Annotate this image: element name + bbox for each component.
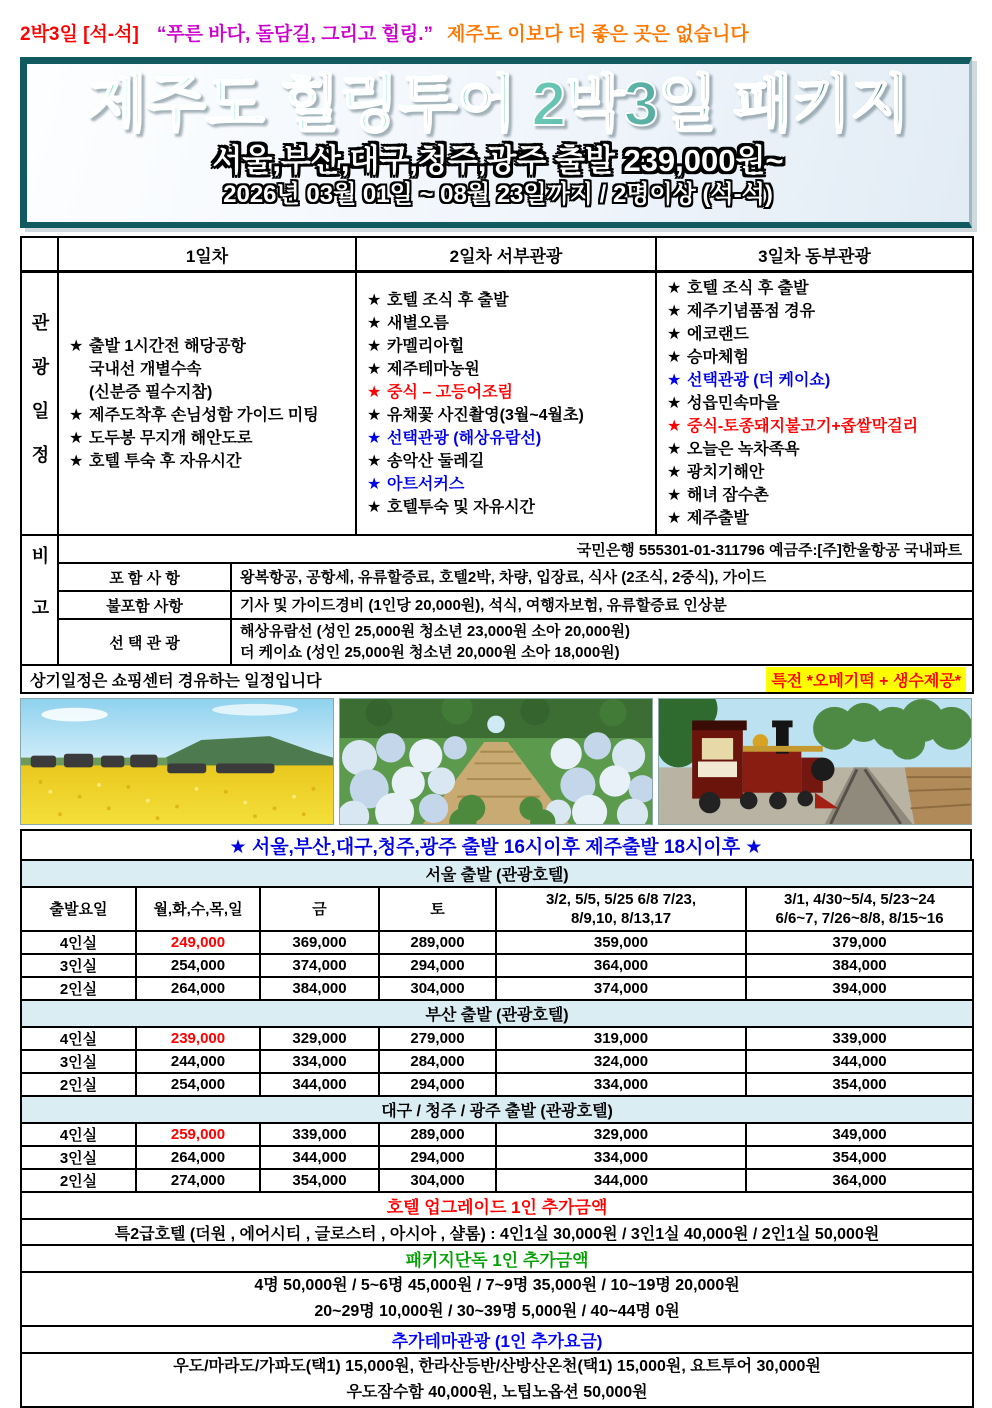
price-column-header-line: 금 <box>312 900 327 918</box>
price-value: 329,000 <box>260 1027 379 1050</box>
star-icon: ★ <box>367 406 382 424</box>
price-column-header <box>379 887 496 931</box>
star-icon: ★ <box>667 464 682 481</box>
hero-subtitle: 서울,부산,대구,청주,광주 출발 239,000원~ <box>212 143 784 178</box>
itinerary-item <box>367 450 651 473</box>
price-value: 289,000 <box>379 931 496 954</box>
price-value: 359,000 <box>496 931 746 954</box>
itinerary-item <box>667 415 968 438</box>
itinerary-item <box>667 484 968 507</box>
room-type-label: 4인실 <box>21 1123 136 1146</box>
price-column-header <box>746 887 973 931</box>
price-value: 304,000 <box>379 977 496 1000</box>
price-column-header-line: 3/1, 4/30~5/4, 5/23~24 <box>784 891 936 908</box>
included-line: 왕복항공, 공항세, 유류할증료, 호텔2박, 차량, 입장료, 식사 (2조식, 2중식), 가이드 <box>240 568 767 586</box>
itinerary-item <box>667 346 968 369</box>
day2-itinerary-cell <box>356 272 656 536</box>
price-value: 324,000 <box>496 1050 746 1073</box>
price-value: 339,000 <box>260 1123 379 1146</box>
day3-itinerary-cell <box>656 272 973 536</box>
itinerary-item-text: 송악산 둘레길 <box>387 452 485 470</box>
not-included-content <box>231 591 973 619</box>
room-type-label: 4인실 <box>21 931 136 954</box>
star-icon: ★ <box>667 418 682 435</box>
star-icon: ★ <box>367 291 382 309</box>
itinerary-item <box>69 404 351 427</box>
price-column-header <box>21 887 136 931</box>
star-icon: ★ <box>367 337 382 355</box>
price-value: 374,000 <box>496 977 746 1000</box>
day1-itinerary-cell <box>58 272 356 536</box>
theme-tour-detail <box>21 1353 973 1407</box>
price-value: 244,000 <box>136 1050 260 1073</box>
not-included-line: 기사 및 가이드경비 (1인당 20,000원), 석식, 여행자보험, 유류할증료 인상분 <box>240 596 727 614</box>
itinerary-item-text: 성읍민속마을 <box>687 395 780 412</box>
itinerary-item <box>367 496 651 519</box>
itinerary-item <box>667 277 968 300</box>
price-value: 319,000 <box>496 1027 746 1050</box>
star-icon: ★ <box>69 452 84 470</box>
room-type-label: 3인실 <box>21 1146 136 1169</box>
itinerary-item <box>367 312 651 335</box>
itinerary-item <box>367 427 651 450</box>
price-value: 369,000 <box>260 931 379 954</box>
price-column-header-line: 8/9,10, 8/13,17 <box>570 910 672 927</box>
star-icon: ★ <box>667 395 682 412</box>
price-column-header-line: 출발요일 <box>49 900 108 918</box>
star-icon: ★ <box>667 326 682 343</box>
price-value: 334,000 <box>496 1073 746 1096</box>
itinerary-item-text: 호텔 투숙 후 자유시간 <box>89 452 242 470</box>
price-value: 334,000 <box>496 1146 746 1169</box>
extras-body <box>21 1192 973 1407</box>
price-value: 354,000 <box>746 1073 973 1096</box>
package-solo-line: 4명 50,000원 / 5~6명 45,000원 / 7~9명 35,000원 / 10~19명 20,000원 <box>254 1277 740 1294</box>
theme-tour-line: 우도/마라도/가파도(택1) 15,000원, 한라산등반/산방산온천(택1) 15,000원, 요트투어 30,000원 <box>173 1358 821 1375</box>
price-value: 264,000 <box>136 1146 260 1169</box>
price-value: 344,000 <box>260 1073 379 1096</box>
itinerary-item-text: 호텔 조식 후 출발 <box>687 280 809 297</box>
itinerary-item-text: 선택관광 (더 케이쇼) <box>687 372 831 389</box>
tagline-text: 제주도 이보다 더 좋은 곳은 없습니다 <box>447 24 749 45</box>
shopping-note: 상기일정은 쇼핑센터 경유하는 일정입니다 <box>30 672 322 690</box>
price-value: 284,000 <box>379 1050 496 1073</box>
itinerary-item-text: 중식-토종돼지불고기+좁쌀막걸리 <box>687 418 919 435</box>
star-icon: ★ <box>367 360 382 378</box>
price-column-header-row <box>21 887 973 931</box>
optional-tour-label: 선 택 관 광 <box>58 619 231 665</box>
price-section-title: 서울 출발 (관광호텔) <box>21 860 973 887</box>
star-icon: ★ <box>367 452 382 470</box>
price-column-header-line: 6/6~7, 7/26~8/8, 8/15~16 <box>775 910 944 927</box>
price-value: 289,000 <box>379 1123 496 1146</box>
price-value: 304,000 <box>379 1169 496 1192</box>
itinerary-item-text: 제주도착후 손님성함 가이드 미팅 <box>89 406 319 424</box>
itinerary-side-cell <box>21 272 58 536</box>
itinerary-item <box>667 300 968 323</box>
itinerary-item-text: 유채꽃 사진촬영(3월~4월초) <box>387 406 584 424</box>
itinerary-item <box>367 335 651 358</box>
itinerary-table <box>20 236 974 536</box>
itinerary-item-text: 국내선 개별수속 <box>89 360 202 378</box>
price-value: 239,000 <box>136 1027 260 1050</box>
theme-tour-line: 우도잠수함 40,000원, 노팁노옵션 50,000원 <box>346 1384 648 1401</box>
star-icon: ★ <box>667 510 682 527</box>
star-icon: ★ <box>667 280 682 297</box>
star-icon: ★ <box>69 429 84 447</box>
itinerary-item-text: 오늘은 녹차족욕 <box>687 441 800 458</box>
room-type-label: 4인실 <box>21 1027 136 1050</box>
indent-spacer <box>69 358 89 381</box>
price-value: 379,000 <box>746 931 973 954</box>
price-row <box>21 1073 973 1096</box>
flyer-page <box>20 0 972 1408</box>
price-section-header <box>21 1096 973 1123</box>
quote-text: “푸른 바다, 돌담길, 그리고 힐링.” <box>156 24 434 45</box>
star-icon: ★ <box>367 498 382 516</box>
price-table <box>20 859 974 1408</box>
room-type-label: 3인실 <box>21 954 136 977</box>
price-value: 274,000 <box>136 1169 260 1192</box>
itinerary-item <box>69 381 351 404</box>
itinerary-item-text: 제주기념품점 경유 <box>687 303 816 320</box>
itinerary-item-text: 제주테마농원 <box>387 360 480 378</box>
hotel-upgrade-title: 호텔 업그레이드 1인 추가금액 <box>21 1192 973 1219</box>
price-value: 294,000 <box>379 954 496 977</box>
price-value: 384,000 <box>746 954 973 977</box>
price-column-header-line: 3/2, 5/5, 5/25 6/8 7/23, <box>545 891 697 908</box>
notes-side-cell <box>21 535 58 665</box>
price-value: 344,000 <box>496 1169 746 1192</box>
itinerary-item-text: 에코랜드 <box>687 326 749 343</box>
notes-side-label: 비고 <box>29 546 50 650</box>
forest-train-photo <box>658 698 972 825</box>
price-value: 264,000 <box>136 977 260 1000</box>
star-icon: ★ <box>367 314 382 332</box>
price-section-title: 부산 출발 (관광호텔) <box>21 1000 973 1027</box>
star-icon: ★ <box>69 406 84 424</box>
price-row <box>21 1169 973 1192</box>
duration-label: 2박3일 [석-석] <box>20 24 139 45</box>
price-value: 259,000 <box>136 1123 260 1146</box>
star-icon: ★ <box>667 487 682 504</box>
theme-tour-title: 추가테마관광 (1인 추가요금) <box>21 1326 973 1353</box>
package-solo-detail <box>21 1272 973 1326</box>
star-icon: ★ <box>367 429 382 447</box>
canola-field-photo <box>20 698 334 825</box>
price-section-header <box>21 860 973 887</box>
package-solo-line: 20~29명 10,000원 / 30~39명 5,000원 / 40~44명 0원 <box>314 1303 680 1320</box>
price-value: 254,000 <box>136 1073 260 1096</box>
itinerary-item <box>367 473 651 496</box>
itinerary-item-text: 광치기해안 <box>687 464 765 481</box>
price-column-header-line: 월,화,수,목,일 <box>153 900 243 918</box>
top-slogan-line <box>20 22 972 48</box>
itinerary-item-text: 도두봉 무지개 해안도로 <box>89 429 253 447</box>
price-value: 374,000 <box>260 954 379 977</box>
hero-period: 2026년 03월 01일 ~ 08월 23일까지 / 2명이상 (석-석) <box>223 181 773 208</box>
price-value: 279,000 <box>379 1027 496 1050</box>
itinerary-item-text: 카멜리아힐 <box>387 337 465 355</box>
included-content <box>231 563 973 591</box>
optional-tour-content <box>231 619 973 665</box>
room-type-label: 3인실 <box>21 1050 136 1073</box>
itinerary-item-text: 호텔투숙 및 자유시간 <box>387 498 535 516</box>
price-value: 329,000 <box>496 1123 746 1146</box>
itinerary-item <box>69 335 351 358</box>
itinerary-item-text: 해녀 잠수촌 <box>687 487 769 504</box>
room-type-label: 2인실 <box>21 1073 136 1096</box>
star-icon: ★ <box>667 303 682 320</box>
price-value: 394,000 <box>746 977 973 1000</box>
price-column-header <box>260 887 379 931</box>
price-row <box>21 1146 973 1169</box>
page-title: 제주도 힐링투어 2박3일 패키지 <box>27 70 969 140</box>
star-icon: ★ <box>69 337 84 355</box>
hydrangea-path-photo <box>339 698 653 825</box>
room-type-label: 2인실 <box>21 1169 136 1192</box>
price-section-header <box>21 1000 973 1027</box>
price-value: 344,000 <box>746 1050 973 1073</box>
room-type-label: 2인실 <box>21 977 136 1000</box>
price-value: 334,000 <box>260 1050 379 1073</box>
bank-account-info: 국민은행 555301-01-311796 예금주:[주]한울항공 국내파트 <box>58 535 973 563</box>
hotel-upgrade-detail: 특2급호텔 (더원 , 에어시티 , 글로스터 , 아시아 , 샬롬) : 4인1실 30,000원 / 3인1실 40,000원 / 2인1실 50,000원 <box>21 1219 973 1245</box>
optional-tour-line: 해상유람선 (성인 25,000원 청소년 23,000원 소아 20,000원) <box>240 623 630 640</box>
itinerary-item-text: 선택관광 (해상유람선) <box>387 429 542 447</box>
hero-banner <box>20 57 972 228</box>
itinerary-item <box>367 358 651 381</box>
itinerary-item-text: 제주출발 <box>687 510 749 527</box>
not-included-label: 불포함 사항 <box>58 591 231 619</box>
star-icon: ★ <box>667 349 682 366</box>
itinerary-item <box>69 450 351 473</box>
price-value: 354,000 <box>260 1169 379 1192</box>
price-row <box>21 1050 973 1073</box>
indent-spacer <box>69 381 89 404</box>
star-icon: ★ <box>667 441 682 458</box>
itinerary-item-text: 중식 – 고등어조림 <box>387 383 513 401</box>
price-row <box>21 931 973 954</box>
price-value: 384,000 <box>260 977 379 1000</box>
price-section-title: 대구 / 청주 / 광주 출발 (관광호텔) <box>21 1096 973 1123</box>
price-row <box>21 1123 973 1146</box>
price-value: 364,000 <box>746 1169 973 1192</box>
price-value: 354,000 <box>746 1146 973 1169</box>
itinerary-item <box>367 289 651 312</box>
day1-header: 1일차 <box>58 237 356 272</box>
price-value: 254,000 <box>136 954 260 977</box>
special-gift-badge: 특전 *오메기떡 + 생수제공* <box>766 667 966 692</box>
itinerary-corner-cell <box>21 237 58 272</box>
itinerary-item <box>69 358 351 381</box>
star-icon: ★ <box>667 372 682 389</box>
itinerary-item <box>667 507 968 530</box>
itinerary-item <box>667 323 968 346</box>
itinerary-item <box>69 427 351 450</box>
itinerary-side-label: 관광일정 <box>29 313 50 489</box>
price-row <box>21 954 973 977</box>
day3-header: 3일차 동부관광 <box>656 237 973 272</box>
star-icon: ★ <box>367 475 382 493</box>
notes-footer-row <box>21 665 973 693</box>
itinerary-item <box>667 392 968 415</box>
price-value: 339,000 <box>746 1027 973 1050</box>
itinerary-item <box>667 461 968 484</box>
price-value: 294,000 <box>379 1146 496 1169</box>
itinerary-item <box>367 404 651 427</box>
itinerary-item <box>667 369 968 392</box>
price-row <box>21 1027 973 1050</box>
itinerary-item-text: 출발 1시간전 해당공항 <box>89 337 246 355</box>
included-label: 포 함 사 항 <box>58 563 231 591</box>
price-column-header-line: 토 <box>430 900 445 918</box>
itinerary-item-text: 아트서커스 <box>387 475 465 493</box>
price-row <box>21 977 973 1000</box>
price-value: 249,000 <box>136 931 260 954</box>
photo-strip <box>20 698 972 825</box>
price-value: 344,000 <box>260 1146 379 1169</box>
departure-notice: ★ 서울,부산,대구,청주,광주 출발 16시이후 제주출발 18시이후 ★ <box>20 829 972 861</box>
day2-header: 2일차 서부관광 <box>356 237 656 272</box>
star-icon: ★ <box>367 383 382 401</box>
price-table-body <box>21 860 973 1192</box>
price-column-header <box>496 887 746 931</box>
itinerary-item-text: 새별오름 <box>387 314 449 332</box>
price-value: 364,000 <box>496 954 746 977</box>
itinerary-item-text: (신분증 필수지참) <box>89 383 213 401</box>
price-column-header <box>136 887 260 931</box>
itinerary-item-text: 승마체험 <box>687 349 749 366</box>
itinerary-item <box>367 381 651 404</box>
optional-tour-line: 더 케이쇼 (성인 25,000원 청소년 20,000원 소아 18,000원) <box>240 644 620 661</box>
notes-table <box>20 534 974 694</box>
price-value: 294,000 <box>379 1073 496 1096</box>
itinerary-item-text: 호텔 조식 후 출발 <box>387 291 509 309</box>
price-value: 349,000 <box>746 1123 973 1146</box>
itinerary-item <box>667 438 968 461</box>
package-solo-title: 패키지단독 1인 추가금액 <box>21 1245 973 1272</box>
